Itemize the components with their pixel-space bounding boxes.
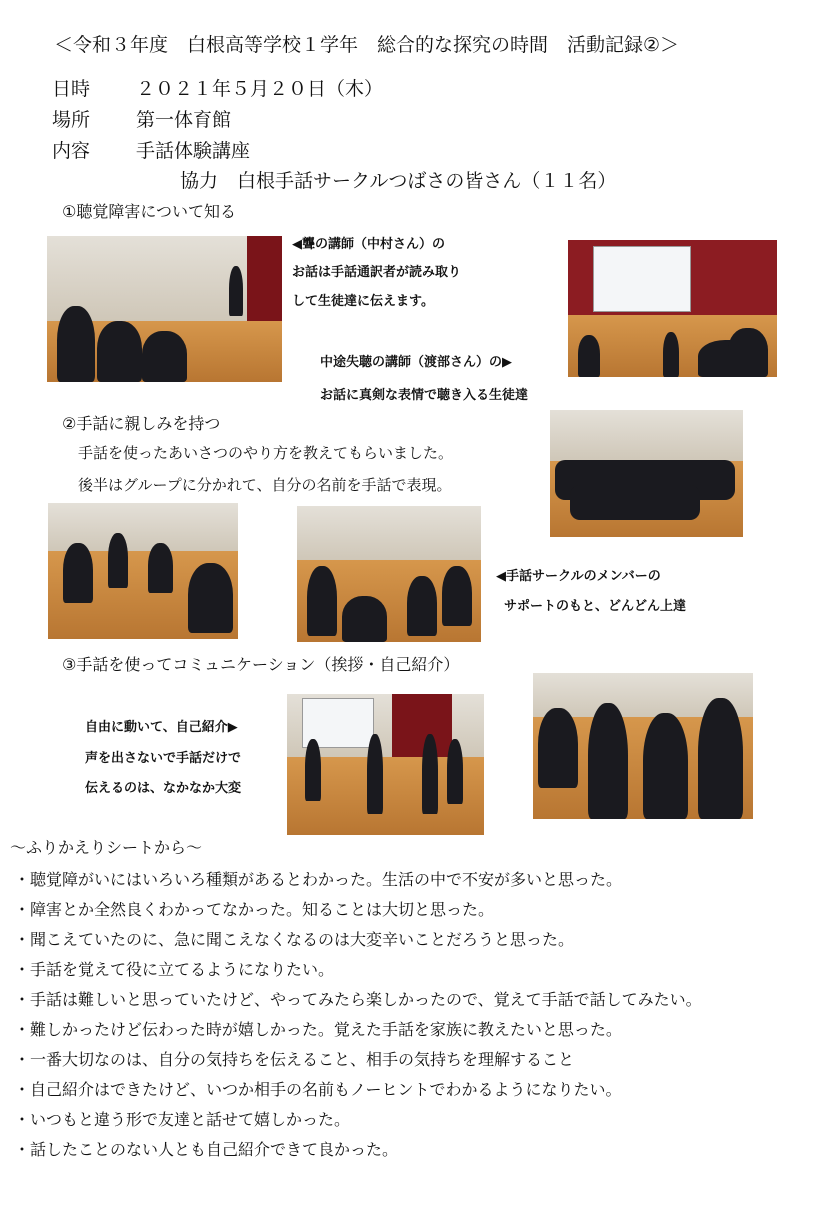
date-label: 日時 — [52, 78, 91, 100]
place-value: 第一体育館 — [136, 109, 232, 131]
page-title: ＜令和３年度 白根高等学校１学年 総合的な探究の時間 活動記録②＞ — [54, 34, 680, 56]
section3-heading: ③手話を使ってコミュニケーション（挨拶・自己紹介） — [62, 655, 460, 674]
cooperation-line: 協力 白根手話サークルつばさの皆さん（１１名） — [180, 170, 617, 192]
section2-line2: 後半はグループに分かれて、自分の名前を手話で表現。 — [78, 476, 452, 494]
caption-2-line1: ◀手話サークルのメンバーの — [496, 569, 661, 584]
caption-1a-line1: ◀聾の講師（中村さん）の — [292, 237, 445, 252]
reflection-item: ・障害とか全然良くわかってなかった。知ることは大切と思った。 — [14, 900, 495, 919]
photo-lecturer-watanabe — [568, 240, 777, 377]
reflection-item: ・いつもと違う形で友達と話せて嬉しかった。 — [14, 1110, 351, 1129]
caption-1b-line1: 中途失聴の講師（渡部さん）の▶ — [320, 355, 512, 370]
date-value: ２０２１年５月２０日（木） — [136, 78, 384, 100]
caption-1a-line3: して生徒達に伝えます。 — [292, 294, 434, 309]
reflection-item: ・一番大切なのは、自分の気持ちを伝えること、相手の気持ちを理解すること — [14, 1050, 575, 1069]
section1-heading: ①聴覚障害について知る — [62, 202, 237, 221]
content-value: 手話体験講座 — [136, 140, 251, 162]
section2-heading: ②手話に親しみを持つ — [62, 414, 221, 433]
reflection-item: ・自己紹介はできたけど、いつか相手の名前もノーヒントでわかるようになりたい。 — [14, 1080, 622, 1099]
reflection-item: ・聴覚障がいにはいろいろ種類があるとわかった。生活の中で不安が多いと思った。 — [14, 870, 623, 889]
reflection-item: ・手話は難しいと思っていたけど、やってみたら楽しかったので、覚えて手話で話してみたい。 — [14, 990, 702, 1009]
reflection-item: ・難しかったけど伝わった時が嬉しかった。覚えた手話を家族に教えたいと思った。 — [14, 1020, 622, 1039]
caption-2-line2: サポートのもと、どんどん上達 — [504, 599, 687, 614]
caption-1a-line2: お話は手話通訳者が読み取り — [292, 265, 462, 280]
place-label: 場所 — [52, 109, 91, 131]
photo-group-practice-1 — [48, 503, 238, 639]
reflection-item: ・話したことのない人とも自己紹介できて良かった。 — [14, 1140, 399, 1159]
section2-line1: 手話を使ったあいさつのやり方を教えてもらいました。 — [78, 444, 454, 462]
caption-1b-line2: お話に真剣な表情で聴き入る生徒達 — [320, 388, 529, 403]
photo-free-introductions — [287, 694, 484, 835]
reflection-item: ・聞こえていたのに、急に聞こえなくなるのは大変辛いことだろうと思った。 — [14, 930, 575, 949]
photo-lecturer-nakamura — [47, 236, 282, 382]
reflection-heading: ～ふりかえりシートから～ — [10, 838, 203, 857]
photo-signing-pairs — [533, 673, 753, 819]
caption-3-line3: 伝えるのは、なかなか大変 — [85, 781, 242, 796]
photo-students-seated — [550, 410, 743, 537]
photo-group-practice-2 — [297, 506, 481, 642]
content-label: 内容 — [52, 140, 91, 162]
caption-3-line2: 声を出さないで手話だけで — [85, 751, 242, 766]
caption-3-line1: 自由に動いて、自己紹介▶ — [85, 720, 238, 735]
reflection-item: ・手話を覚えて役に立てるようになりたい。 — [14, 960, 335, 979]
